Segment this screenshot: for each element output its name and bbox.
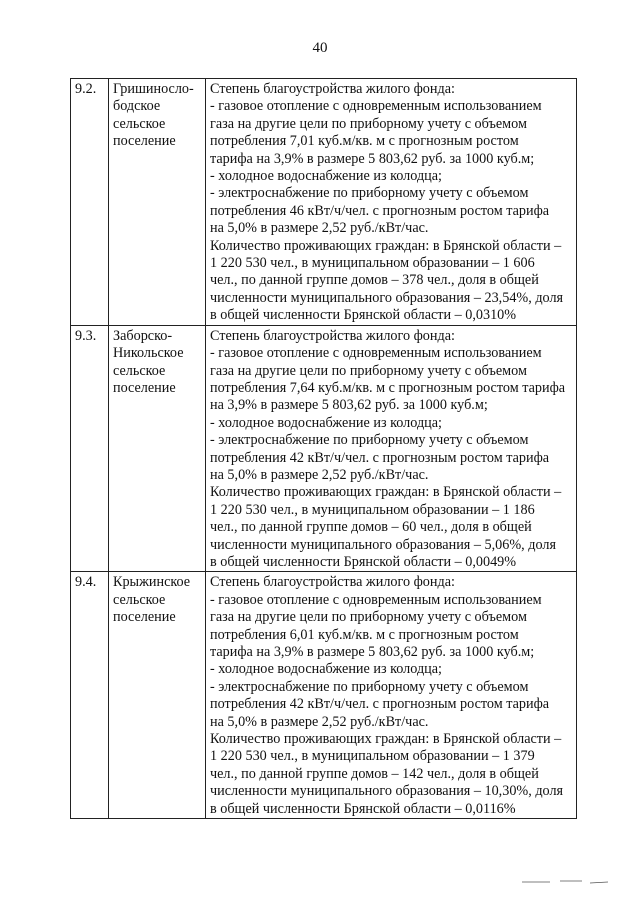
description-line: Количество проживающих граждан: в Брянской области – <box>210 237 562 254</box>
description-line: газа на другие цели по приборному учету с объемом <box>210 609 527 626</box>
settlement-name-cell <box>109 79 206 326</box>
description-line: численности муниципального образования – 10,30%, доля <box>210 783 564 800</box>
settlement-name-line: сельское <box>113 591 166 608</box>
settlement-name-line: Крыжинское <box>113 574 191 591</box>
description-line: газа на другие цели по приборному учету с объемом <box>210 115 527 132</box>
settlement-name-line: Никольское <box>113 345 184 362</box>
description-line: - холодное водоснабжение из колодца; <box>210 414 442 431</box>
description-line: - холодное водоснабжение из колодца; <box>210 168 442 185</box>
housing-description-cell <box>206 79 577 326</box>
description-line: - электроснабжение по приборному учету с объемом <box>210 432 529 449</box>
settlement-name-line: сельское <box>113 362 166 379</box>
housing-description-cell <box>206 572 577 819</box>
settlement-name-line: поселение <box>113 379 176 396</box>
description-line: тарифа на 3,9% в размере 5 803,62 руб. за 1000 куб.м; <box>210 644 535 660</box>
description-line: численности муниципального образования – 23,54%, доля <box>210 289 564 306</box>
settlement-name-cell <box>109 325 206 572</box>
description-line: 1 220 530 чел., в муниципальном образовании – 1 186 <box>210 501 535 518</box>
row-number: 9.2. <box>71 79 109 326</box>
description-line: - электроснабжение по приборному учету с объемом <box>210 185 529 202</box>
description-line: чел., по данной группе домов – 60 чел., доля в общей <box>210 519 532 536</box>
description-line: газа на другие цели по приборному учету с объемом <box>210 362 527 379</box>
row-number: 9.4. <box>71 572 109 819</box>
table-row <box>71 79 577 326</box>
description-line: - газовое отопление с одновременным использованием <box>210 591 542 608</box>
description-line: Количество проживающих граждан: в Брянской области – <box>210 731 562 748</box>
description-line: 1 220 530 чел., в муниципальном образовании – 1 379 <box>210 748 535 765</box>
description-line: потребления 42 кВт/ч/чел. с прогнозным ростом тарифа <box>210 696 550 713</box>
description-line: Степень благоустройства жилого фонда: <box>210 81 455 97</box>
settlement-name-line: Гришиносло- <box>113 81 194 97</box>
description-line: - газовое отопление с одновременным использованием <box>210 98 542 115</box>
description-line: потребления 46 кВт/ч/чел. с прогнозным ростом тарифа <box>210 202 550 219</box>
description-line: в общей численности Брянской области – 0,0116% <box>210 800 516 817</box>
description-line: - холодное водоснабжение из колодца; <box>210 661 442 678</box>
description-line: 1 220 530 чел., в муниципальном образовании – 1 606 <box>210 255 535 272</box>
description-line: на 5,0% в размере 2,52 руб./кВт/час. <box>210 713 429 730</box>
description-line: потребления 7,64 куб.м/кв. м с прогнозным ростом тарифа <box>210 379 566 396</box>
description-line: Степень благоустройства жилого фонда: <box>210 574 455 591</box>
housing-description-cell <box>206 325 577 572</box>
description-line: тарифа на 3,9% в размере 5 803,62 руб. за 1000 куб.м; <box>210 150 535 167</box>
description-line: на 5,0% в размере 2,52 руб./кВт/час. <box>210 466 429 483</box>
table-row <box>71 325 577 572</box>
settlement-name-line: поселение <box>113 133 176 150</box>
description-line: Количество проживающих граждан: в Брянской области – <box>210 484 562 501</box>
description-line: численности муниципального образования – 5,06%, доля <box>210 536 556 553</box>
description-line: - электроснабжение по приборному учету с объемом <box>210 678 529 695</box>
settlement-name-cell <box>109 572 206 819</box>
description-line: потребления 7,01 куб.м/кв. м с прогнозным ростом <box>210 133 519 150</box>
description-line: чел., по данной группе домов – 378 чел., доля в общей <box>210 272 539 289</box>
description-line: потребления 42 кВт/ч/чел. с прогнозным ростом тарифа <box>210 449 550 466</box>
settlement-name-line: Заборско- <box>113 327 173 344</box>
page-number: 40 <box>312 40 328 56</box>
row-number: 9.3. <box>71 325 109 572</box>
description-line: в общей численности Брянской области – 0,0049% <box>210 553 517 570</box>
description-line: Степень благоустройства жилого фонда: <box>210 327 455 344</box>
description-line: чел., по данной группе домов – 142 чел., доля в общей <box>210 765 539 782</box>
margin-mark <box>520 876 610 886</box>
housing-table <box>70 78 577 819</box>
description-line: на 3,9% в размере 5 803,62 руб. за 1000 куб.м; <box>210 397 488 414</box>
table-row <box>71 572 577 819</box>
settlement-name-line: бодское <box>113 98 161 115</box>
description-line: в общей численности Брянской области – 0,0310% <box>210 307 517 324</box>
description-line: на 5,0% в размере 2,52 руб./кВт/час. <box>210 220 429 237</box>
description-line: - газовое отопление с одновременным использованием <box>210 345 542 362</box>
settlement-name-line: поселение <box>113 609 176 626</box>
description-line: потребления 6,01 куб.м/кв. м с прогнозным ростом <box>210 626 519 643</box>
settlement-name-line: сельское <box>113 115 166 132</box>
